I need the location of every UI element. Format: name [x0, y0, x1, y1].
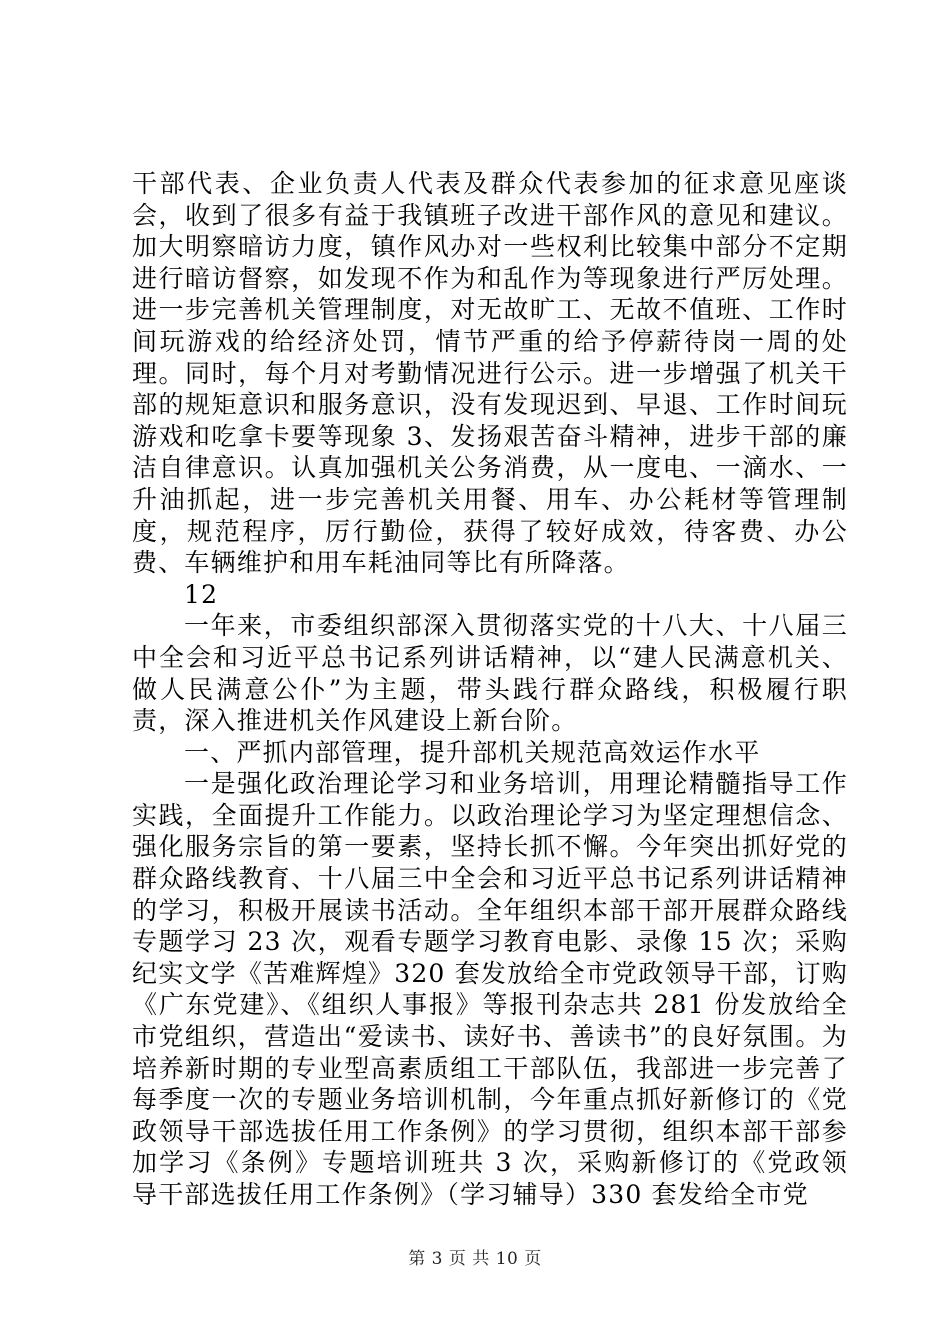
paragraph-intro: 一年来，市委组织部深入贯彻落实党的十八大、十八届三中全会和习近平总书记系列讲话精神，以“建人民满意机关、做人民满意公仆”为主题，带头践行群众路线，积极履行职责，深入推进机关作风建设上新台阶。 — [132, 611, 848, 736]
section-heading: 一、严抓内部管理，提升部机关规范高效运作水平 — [184, 737, 761, 767]
section-number: 12 — [184, 579, 219, 609]
page-footer: 第 3 页 共 10 页 — [408, 1249, 542, 1269]
paragraph-study-training: 一是强化政治理论学习和业务培训，用理论精髓指导工作实践，全面提升工作能力。以政治理论学习为坚定理想信念、强化服务宗旨的第一要素，坚持长抓不懈。今年突出抓好党的群众路线教育、十八届三中全会和习近平总书记系列讲话精神的学习，积极开展读书活动。全年组织本部干部开展群众路线专题学习 23 次，观看专题学习教育电影、录像 15 次；采购纪实文学《苦难辉煌》320 套发放给全市党政领导干部，订购《广东党建》、《组织人事报》等报刊杂志共 281 份发放给全市党组织，营造出“爱读书、读好书、善读书”的良好氛围。为培养新时期的专业型高素质组工干部队伍，我部进一步完善了每季度一次的专题业务培训机制，今年重点抓好新修订的《党政领导干部选拔任用工作条例》的学习贯彻，组织本部干部参加学习《条例》专题培训班共 3 次，采购新修订的《党政领导干部选拔任用工作条例》（学习辅导）330 套发给全市党 — [132, 769, 848, 1209]
document-body — [132, 168, 848, 1211]
paragraph-continuation: 干部代表、企业负责人代表及群众代表参加的征求意见座谈会，收到了很多有益于我镇班子改进干部作风的意见和建议。加大明察暗访力度，镇作风办对一些权利比较集中部分不定期进行暗访督察，如发现不作为和乱作为等现象进行严厉处理。进一步完善机关管理制度，对无故旷工、无故不值班、工作时间玩游戏的给经济处罚，情节严重的给予停薪待岗一周的处理。同时，每个月对考勤情况进行公示。进一步增强了机关干部的规矩意识和服务意识，没有发现迟到、早退、工作时间玩游戏和吃拿卡要等现象 3、发扬艰苦奋斗精神，进步干部的廉洁自律意识。认真加强机关公务消费，从一度电、一滴水、一升油抓起，进一步完善机关用餐、用车、办公耗材等管理制度，规范程序，厉行勤俭，获得了较好成效，待客费、办公费、车辆维护和用车耗油同等比有所降落。 — [132, 169, 848, 578]
